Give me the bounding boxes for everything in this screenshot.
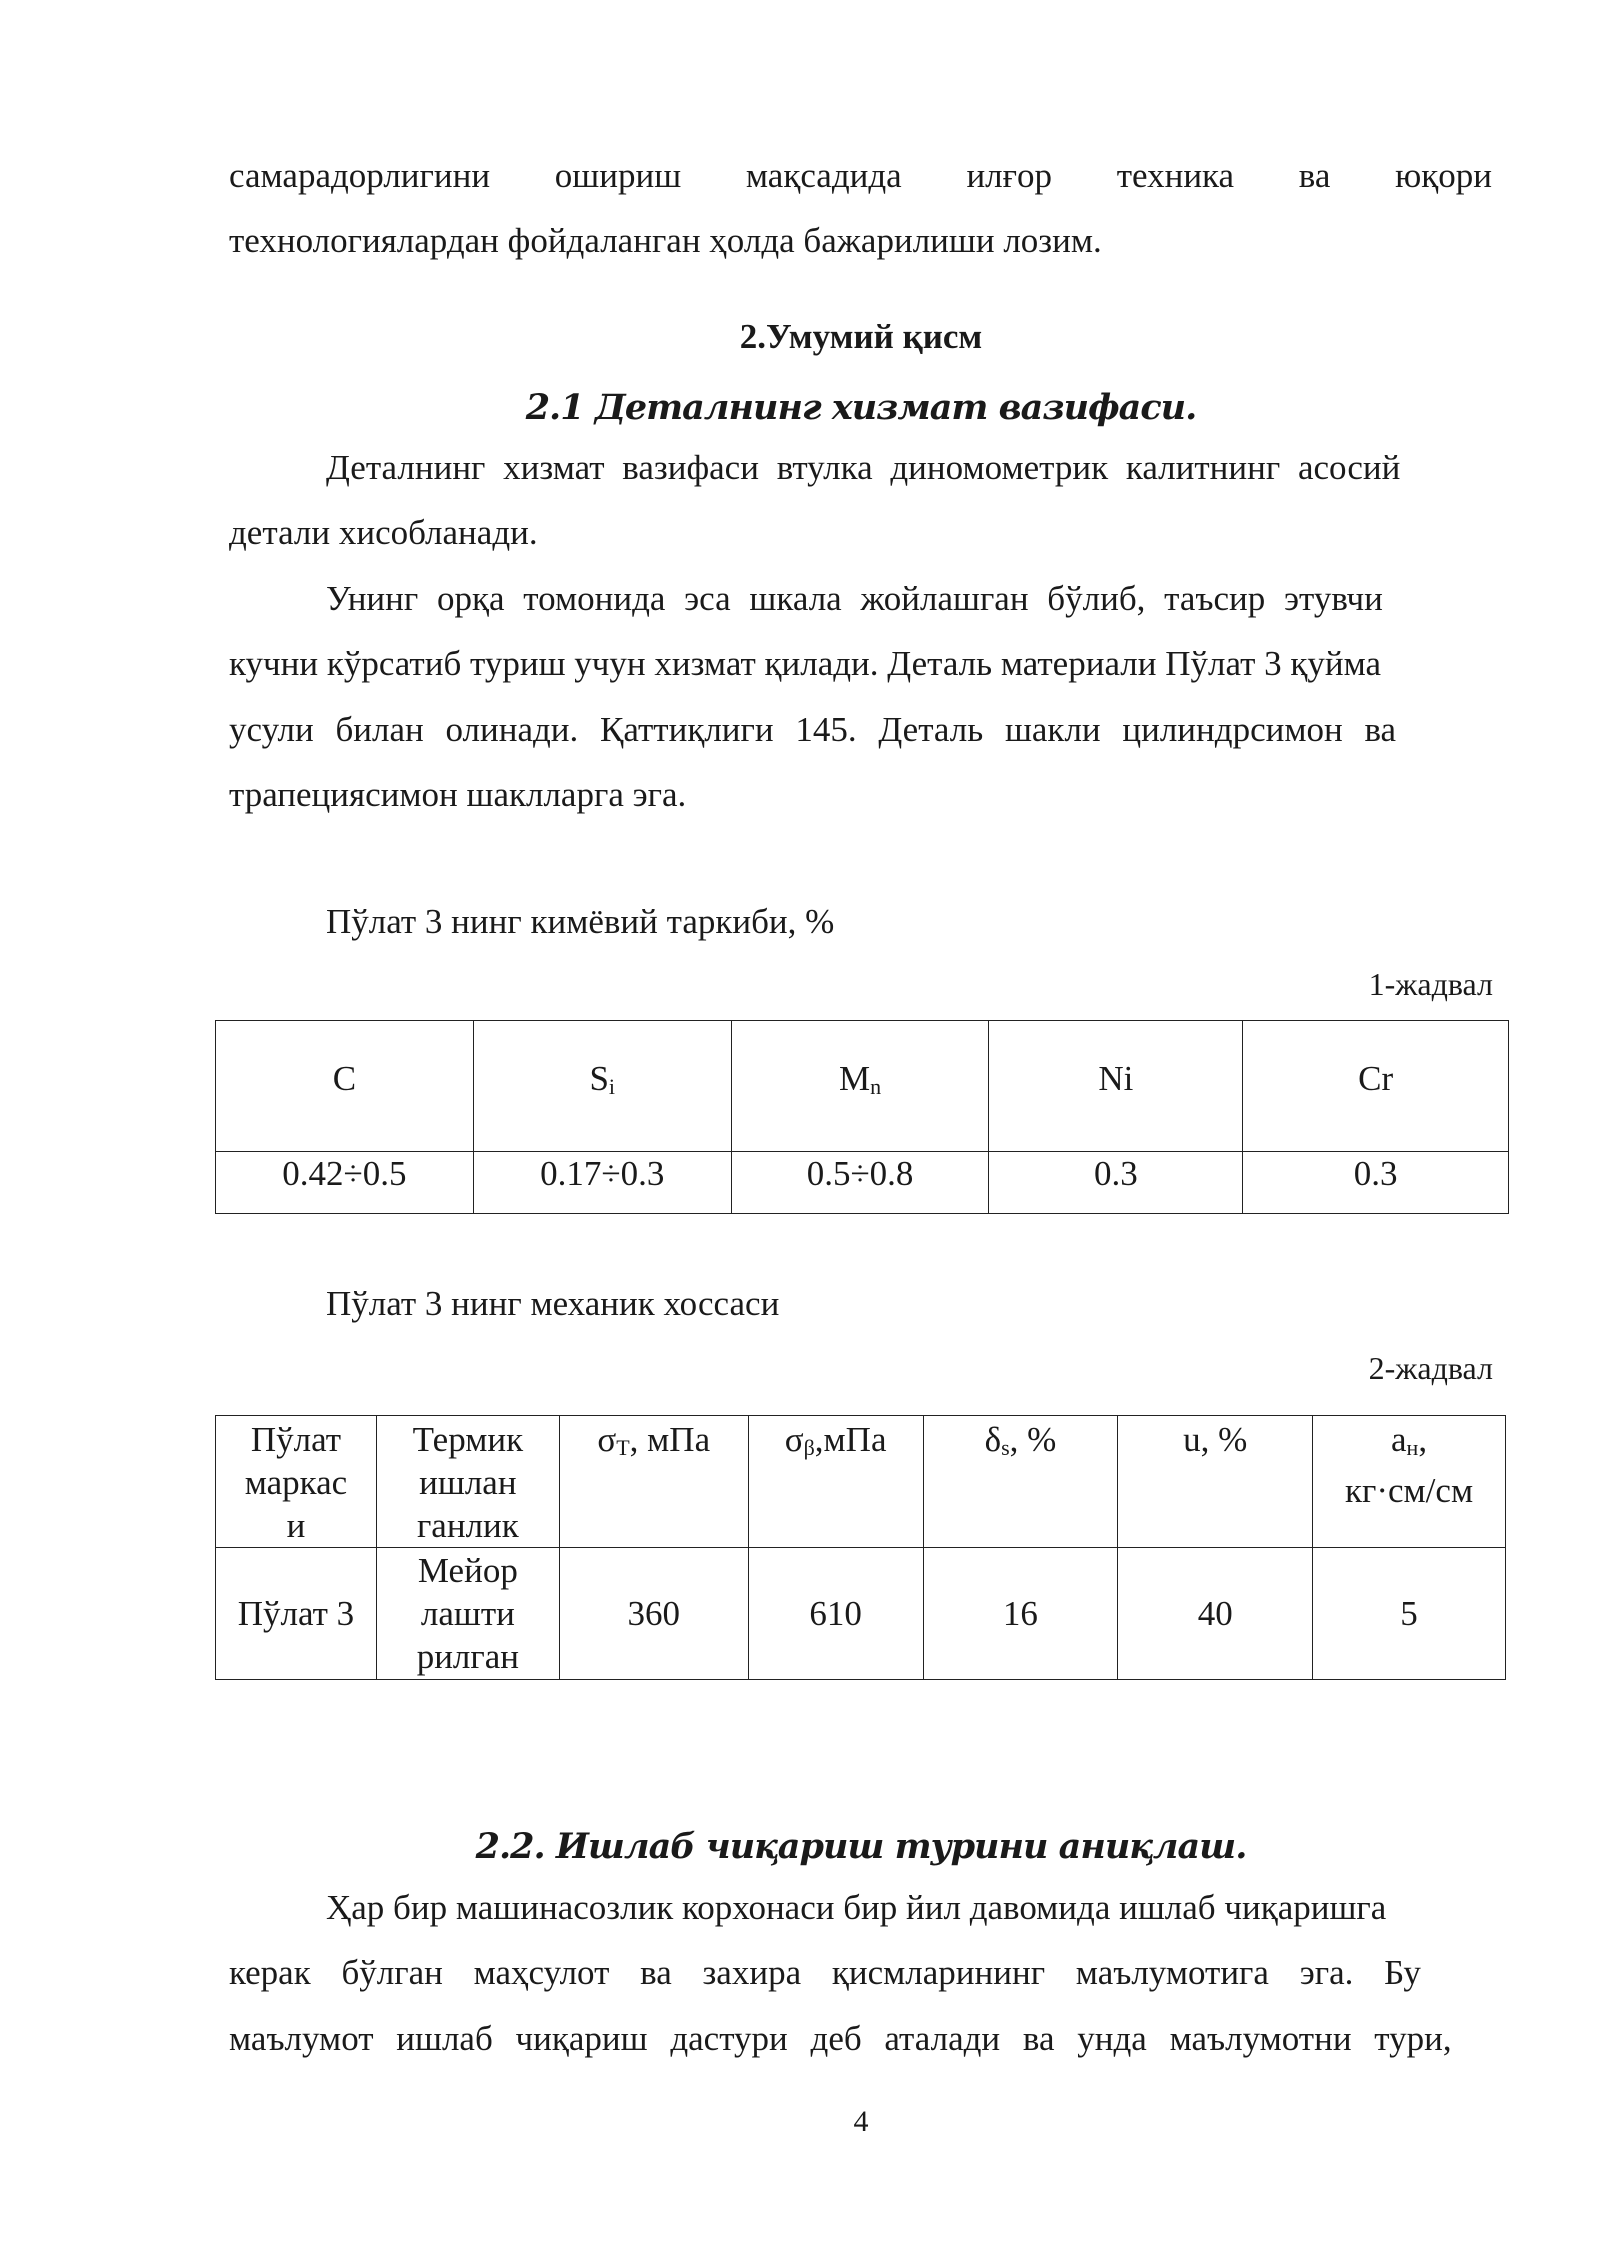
table-header-row	[216, 1416, 1506, 1548]
table-header-cell	[1313, 1416, 1506, 1548]
table-header-cell	[1243, 1021, 1509, 1152]
table-cell: Пўлат 3	[216, 1548, 377, 1680]
intro-word: техника	[1116, 156, 1235, 195]
unit: , %	[1009, 1420, 1057, 1459]
intro-word: мақсадида	[745, 156, 902, 195]
s22-p1-line-3: маълумот ишлаб чиқариш дастури деб аталади ва унда маълумотни тури,	[229, 2019, 1452, 2058]
table-header-cell	[473, 1021, 731, 1152]
page-number: 4	[853, 2105, 869, 2138]
s21-p1-line-1-text: Деталнинг хизмат вазифаси втулка диномометрик калитнинг асосий	[326, 448, 1401, 487]
unit: ,мПа	[814, 1420, 887, 1459]
table-1-number: 1-жадвал	[1368, 966, 1493, 1002]
table-header-cell	[731, 1021, 989, 1152]
s21-p2-line-2: кучни кўрсатиб туриш учун хизмат қилади. Деталь материали Пўлат 3 қуйма	[229, 644, 1382, 683]
table-header-cell	[748, 1416, 923, 1548]
section-2-2-heading: 2.2. Ишлаб чиқариш турини аниқлаш.	[475, 1826, 1247, 1867]
unit: , мПа	[629, 1420, 711, 1459]
table-header-cell	[923, 1416, 1118, 1548]
table-cell: 610	[748, 1548, 923, 1680]
cell-line: рилган	[416, 1637, 520, 1676]
symbol-subscript: s	[1001, 1435, 1010, 1460]
table-header-cell	[216, 1416, 377, 1548]
chemical-composition-table	[215, 1020, 1509, 1214]
s22-p1-line-1: Ҳар бир машинасозлик корхонаси бир йил давомида ишлаб чиқаришга	[326, 1888, 1387, 1927]
element-symbol: C	[332, 1059, 357, 1098]
header-line: Пўлат	[250, 1420, 342, 1459]
s21-p1-line-1	[326, 446, 1492, 490]
symbol: σ	[784, 1420, 804, 1459]
section-2-1-heading: 2.1 Деталнинг хизмат вазифаси.	[525, 387, 1197, 428]
table-row	[216, 1548, 1506, 1680]
table-header-cell	[216, 1021, 474, 1152]
s21-p2-line-4: трапециясимон шаклларга эга.	[229, 775, 687, 814]
table-cell: 360	[559, 1548, 748, 1680]
intro-line-2: технологиялардан фойдаланган ҳолда бажарилиши лозим.	[229, 221, 1102, 260]
intro-word: юқори	[1395, 156, 1492, 195]
table-1-caption: Пўлат 3 нинг кимёвий таркиби, %	[326, 902, 835, 941]
intro-word: илғор	[966, 156, 1052, 195]
table-header-cell	[1118, 1416, 1313, 1548]
table-row	[216, 1152, 1509, 1214]
header-line: и	[286, 1506, 306, 1545]
cell-line: Мейор	[417, 1551, 518, 1590]
table-cell: 0.17÷0.3	[473, 1152, 731, 1214]
s22-p1-line-2: керак бўлган маҳсулот ва захира қисмларининг маълумотига эга. Бу	[229, 1953, 1421, 1992]
s21-p1-line-2: детали хисобланади.	[229, 513, 538, 552]
symbol-subscript: T	[616, 1435, 630, 1460]
header-line: Термик	[412, 1420, 524, 1459]
element-subscript: n	[870, 1074, 882, 1099]
comma: ,	[1418, 1420, 1428, 1459]
intro-word: самарадорлигини	[229, 156, 491, 195]
section-2-heading: 2.Умумий қисм	[739, 317, 983, 356]
intro-word: ошириш	[554, 156, 682, 195]
table-header-cell	[989, 1021, 1243, 1152]
symbol: δ	[984, 1420, 1002, 1459]
table-cell: 0.42÷0.5	[216, 1152, 474, 1214]
header-line: ганлик	[416, 1506, 519, 1545]
element-symbol: M	[839, 1059, 871, 1098]
header-line: ишлан	[419, 1463, 517, 1502]
header-text: u, %	[1183, 1420, 1248, 1459]
mechanical-properties-table	[215, 1415, 1506, 1680]
element-symbol: Ni	[1098, 1059, 1134, 1098]
symbol: a	[1391, 1420, 1407, 1459]
table-cell: 0.5÷0.8	[731, 1152, 989, 1214]
table-header-cell	[559, 1416, 748, 1548]
table-cell: 16	[923, 1548, 1118, 1680]
symbol: σ	[597, 1420, 617, 1459]
intro-line-1	[229, 154, 1492, 198]
table-2-number: 2-жадвал	[1368, 1350, 1493, 1386]
table-cell: 40	[1118, 1548, 1313, 1680]
table-cell	[376, 1548, 559, 1680]
element-subscript: i	[608, 1074, 616, 1099]
table-cell: 0.3	[989, 1152, 1243, 1214]
header-line: маркас	[244, 1463, 348, 1502]
element-symbol: Cr	[1358, 1059, 1394, 1098]
symbol-subscript: н	[1406, 1435, 1419, 1460]
table-header-cell	[376, 1416, 559, 1548]
table-cell: 0.3	[1243, 1152, 1509, 1214]
cell-line: лашти	[420, 1594, 515, 1633]
intro-word: ва	[1298, 156, 1331, 195]
element-symbol: S	[589, 1059, 609, 1098]
table-header-row	[216, 1021, 1509, 1152]
s21-p2-line-3: усули билан олинади. Қаттиқлиги 145. Деталь шакли цилиндрсимон ва	[229, 710, 1397, 749]
table-2-caption: Пўлат 3 нинг механик хоссаси	[326, 1284, 780, 1323]
table-cell: 5	[1313, 1548, 1506, 1680]
unit: кг·см/см	[1344, 1471, 1474, 1510]
s21-p2-line-1: Унинг орқа томонида эса шкала жойлашган бўлиб, таъсир этувчи	[326, 579, 1383, 618]
symbol-subscript: β	[803, 1435, 815, 1460]
